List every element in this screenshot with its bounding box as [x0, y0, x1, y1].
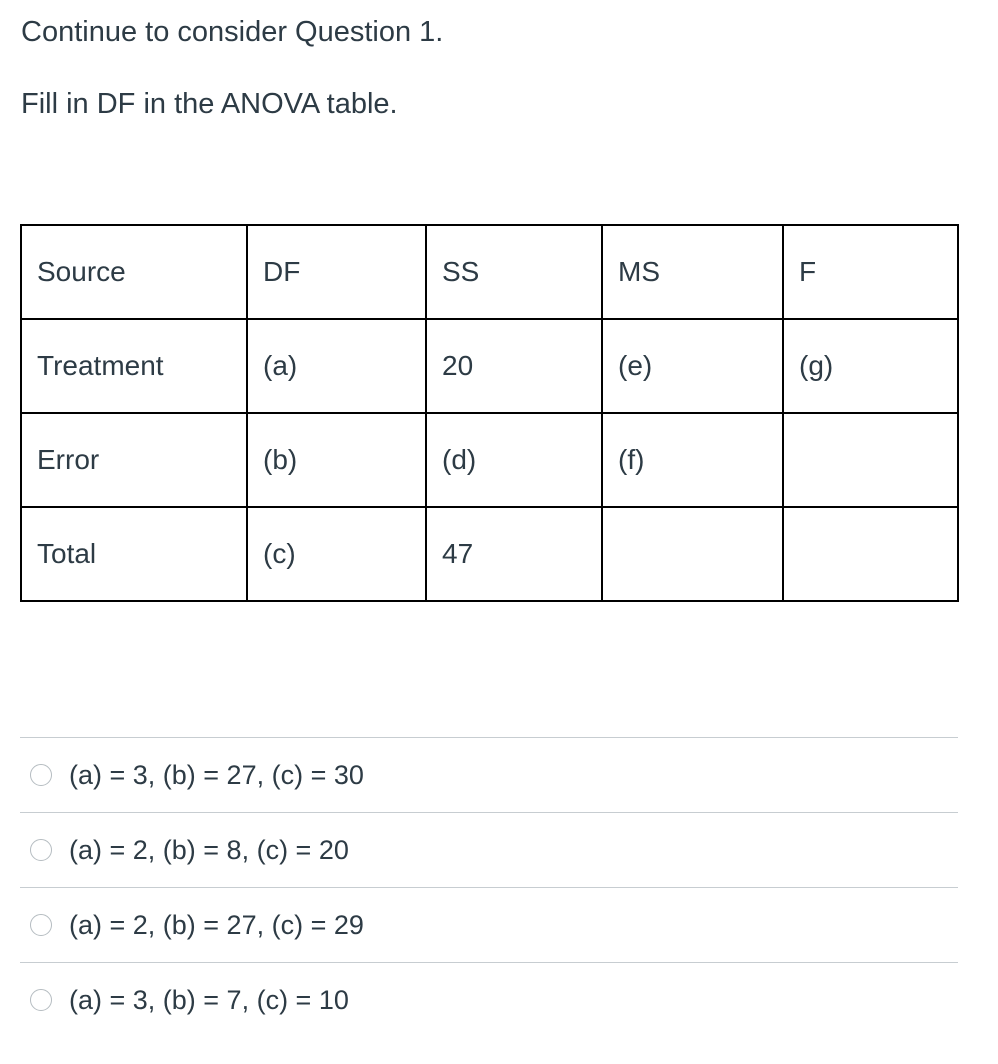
- table-cell: (b): [247, 413, 426, 507]
- answer-option-2[interactable]: [20, 812, 958, 887]
- answer-option-3[interactable]: [20, 887, 958, 962]
- answer-label: (a) = 2, (b) = 27, (c) = 29: [69, 910, 364, 940]
- radio-button[interactable]: [30, 989, 52, 1011]
- table-cell: 20: [426, 319, 602, 413]
- radio-button[interactable]: [30, 914, 52, 936]
- table-cell: [602, 507, 783, 601]
- table-header-row: [21, 225, 958, 319]
- table-cell: (f): [602, 413, 783, 507]
- table-cell: (a): [247, 319, 426, 413]
- table-cell: (c): [247, 507, 426, 601]
- table-row-total: [21, 507, 958, 601]
- question-prompt: Fill in DF in the ANOVA table.: [21, 88, 398, 120]
- radio-button[interactable]: [30, 764, 52, 786]
- question-intro: Continue to consider Question 1.: [21, 16, 444, 48]
- header-df: DF: [247, 225, 426, 319]
- answer-option-4[interactable]: [20, 962, 958, 1037]
- table-cell: Total: [21, 507, 247, 601]
- answer-label: (a) = 3, (b) = 7, (c) = 10: [69, 985, 349, 1015]
- table-cell: [783, 413, 958, 507]
- table-cell: (g): [783, 319, 958, 413]
- answer-label: (a) = 3, (b) = 27, (c) = 30: [69, 760, 364, 790]
- header-f: F: [783, 225, 958, 319]
- table-row-treatment: [21, 319, 958, 413]
- table-row-error: [21, 413, 958, 507]
- table-cell: [783, 507, 958, 601]
- header-ss: SS: [426, 225, 602, 319]
- answer-option-1[interactable]: [20, 737, 958, 812]
- table-cell: (d): [426, 413, 602, 507]
- answer-list: [20, 737, 958, 1037]
- table-cell: (e): [602, 319, 783, 413]
- table-cell: 47: [426, 507, 602, 601]
- header-source: Source: [21, 225, 247, 319]
- radio-button[interactable]: [30, 839, 52, 861]
- answer-label: (a) = 2, (b) = 8, (c) = 20: [69, 835, 349, 865]
- table-cell: Treatment: [21, 319, 247, 413]
- anova-table: [20, 224, 959, 602]
- header-ms: MS: [602, 225, 783, 319]
- table-cell: Error: [21, 413, 247, 507]
